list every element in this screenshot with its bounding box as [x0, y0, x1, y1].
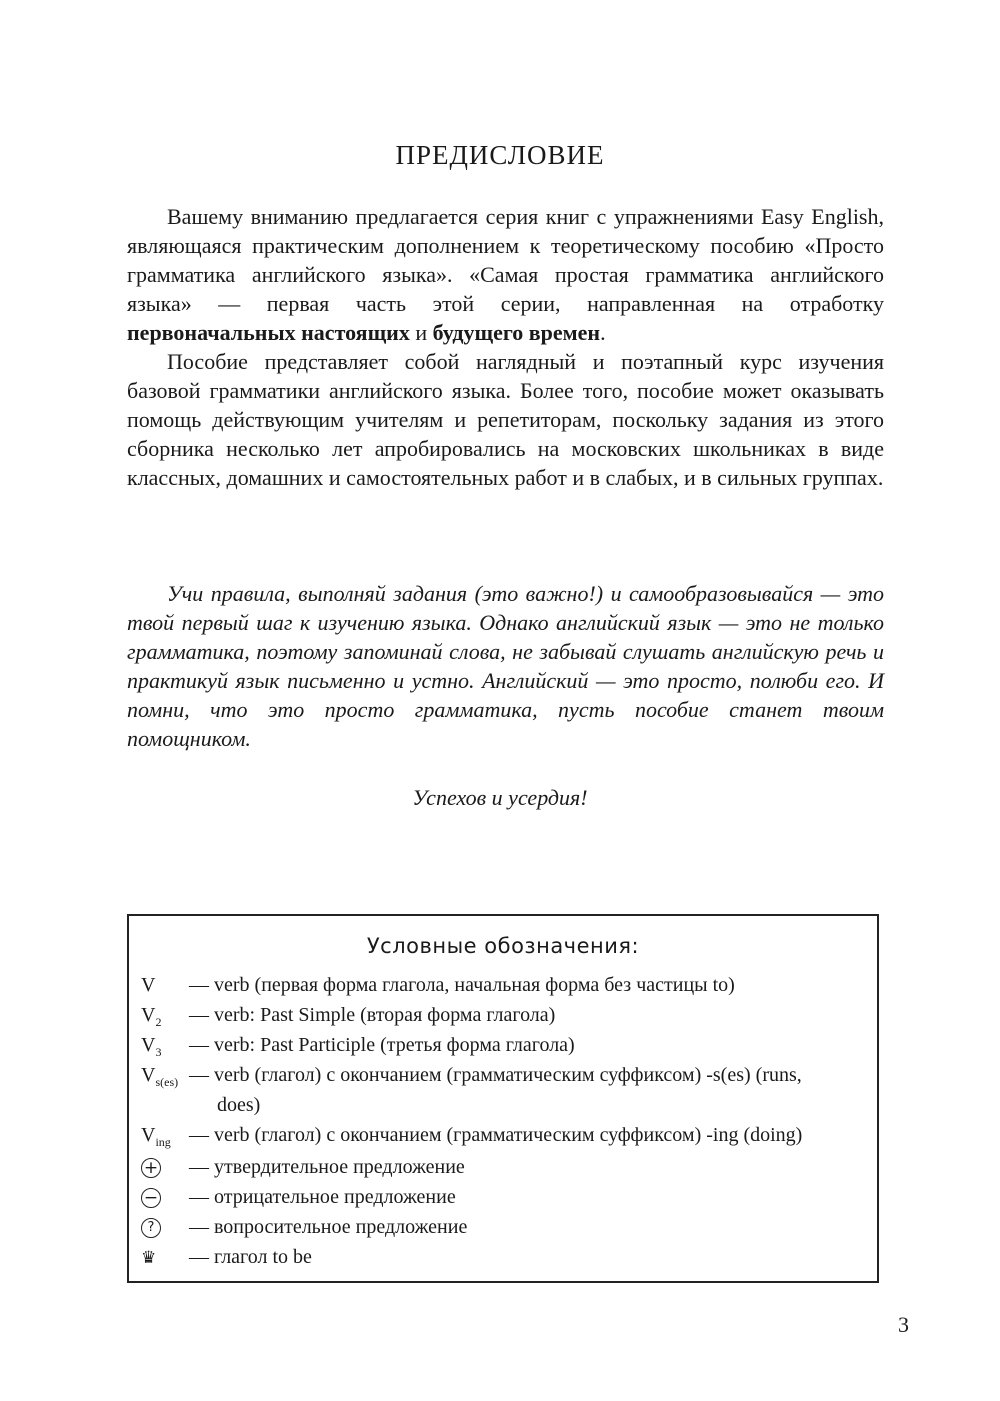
- closing-wish: Успехов и усердия!: [412, 785, 588, 810]
- legend-description: — утвердительное предложение: [189, 1156, 465, 1178]
- paragraph-1: [127, 202, 884, 347]
- legend-title: Условные обозначения:: [366, 934, 640, 958]
- crown-icon: ♛: [141, 1248, 157, 1268]
- paragraph-1-text-a: Вашему вниманию предлагается серия книг с упражнениями Easy English, являющаяся практическим дополнением к теоретическому пособию «Просто грамматика английского языка». «Самая простая грамматика английского языка» — первая часть этой серии, направленная на отработку: [127, 204, 884, 316]
- plus-circle-icon: +: [141, 1158, 161, 1178]
- paragraph-2: Пособие представляет собой наглядный и поэтапный курс изучения базовой грамматики английского языка. Более того, пособие может оказывать помощь действующим учителям и репетиторам, поскольку задания из этого сборника несколько лет апробировались на московских школьниках в виде классных, домашних и самостоятельных работ и в слабых, и в сильных группах.: [127, 349, 884, 490]
- legend-box: [127, 914, 879, 1283]
- legend-symbol: $V_2$: [141, 1004, 162, 1029]
- legend-symbol: $V_3$: [141, 1034, 162, 1059]
- paragraph-1-text-b: и: [409, 320, 433, 345]
- paragraph-1-bold-b: будущего времен: [432, 320, 601, 345]
- page-title: ПРЕДИСЛОВИЕ: [395, 140, 605, 170]
- legend-symbol: V: [141, 974, 156, 996]
- legend-description: — verb (глагол) с окончанием (грамматическим суффиксом) -s(es) (runs, does): [189, 1064, 802, 1116]
- legend-description: — глагол to be: [189, 1246, 312, 1268]
- page-number: 3: [898, 1312, 909, 1337]
- legend-description: — verb (глагол) с окончанием (грамматическим суффиксом) -ing (doing): [189, 1124, 803, 1146]
- preface-body: [127, 202, 884, 492]
- question-circle-icon: ?: [141, 1218, 161, 1238]
- legend-description: — verb (первая форма глагола, начальная форма без частицы to): [189, 974, 735, 996]
- legend-description: — verb: Past Participle (третья форма глагола): [189, 1034, 575, 1056]
- paragraph-1-bold-a: первоначальных настоящих: [127, 320, 410, 345]
- motto-paragraph: Учи правила, выполняй задания (это важно!) и самообразовывайся — это твой первый шаг к изучению языка. Однако английский язык — это не только грамматика, поэтому запоминай слова, не забывай слушать английскую речь и практикуй язык письменно и устно. Английский — это просто, полюби его. И помни, что это просто грамматика, пусть пособие станет твоим помощником.: [127, 581, 884, 751]
- legend-description: — вопросительное предложение: [189, 1216, 468, 1238]
- legend-description: — verb: Past Simple (вторая форма глагола): [189, 1004, 556, 1026]
- minus-circle-icon: −: [141, 1188, 161, 1208]
- legend-symbol: $V_{s(es)}$: [141, 1064, 179, 1089]
- paragraph-1-text-c: .: [600, 320, 606, 345]
- legend-description: — отрицательное предложение: [189, 1186, 456, 1208]
- legend-symbol: $V_{ing}$: [141, 1124, 171, 1149]
